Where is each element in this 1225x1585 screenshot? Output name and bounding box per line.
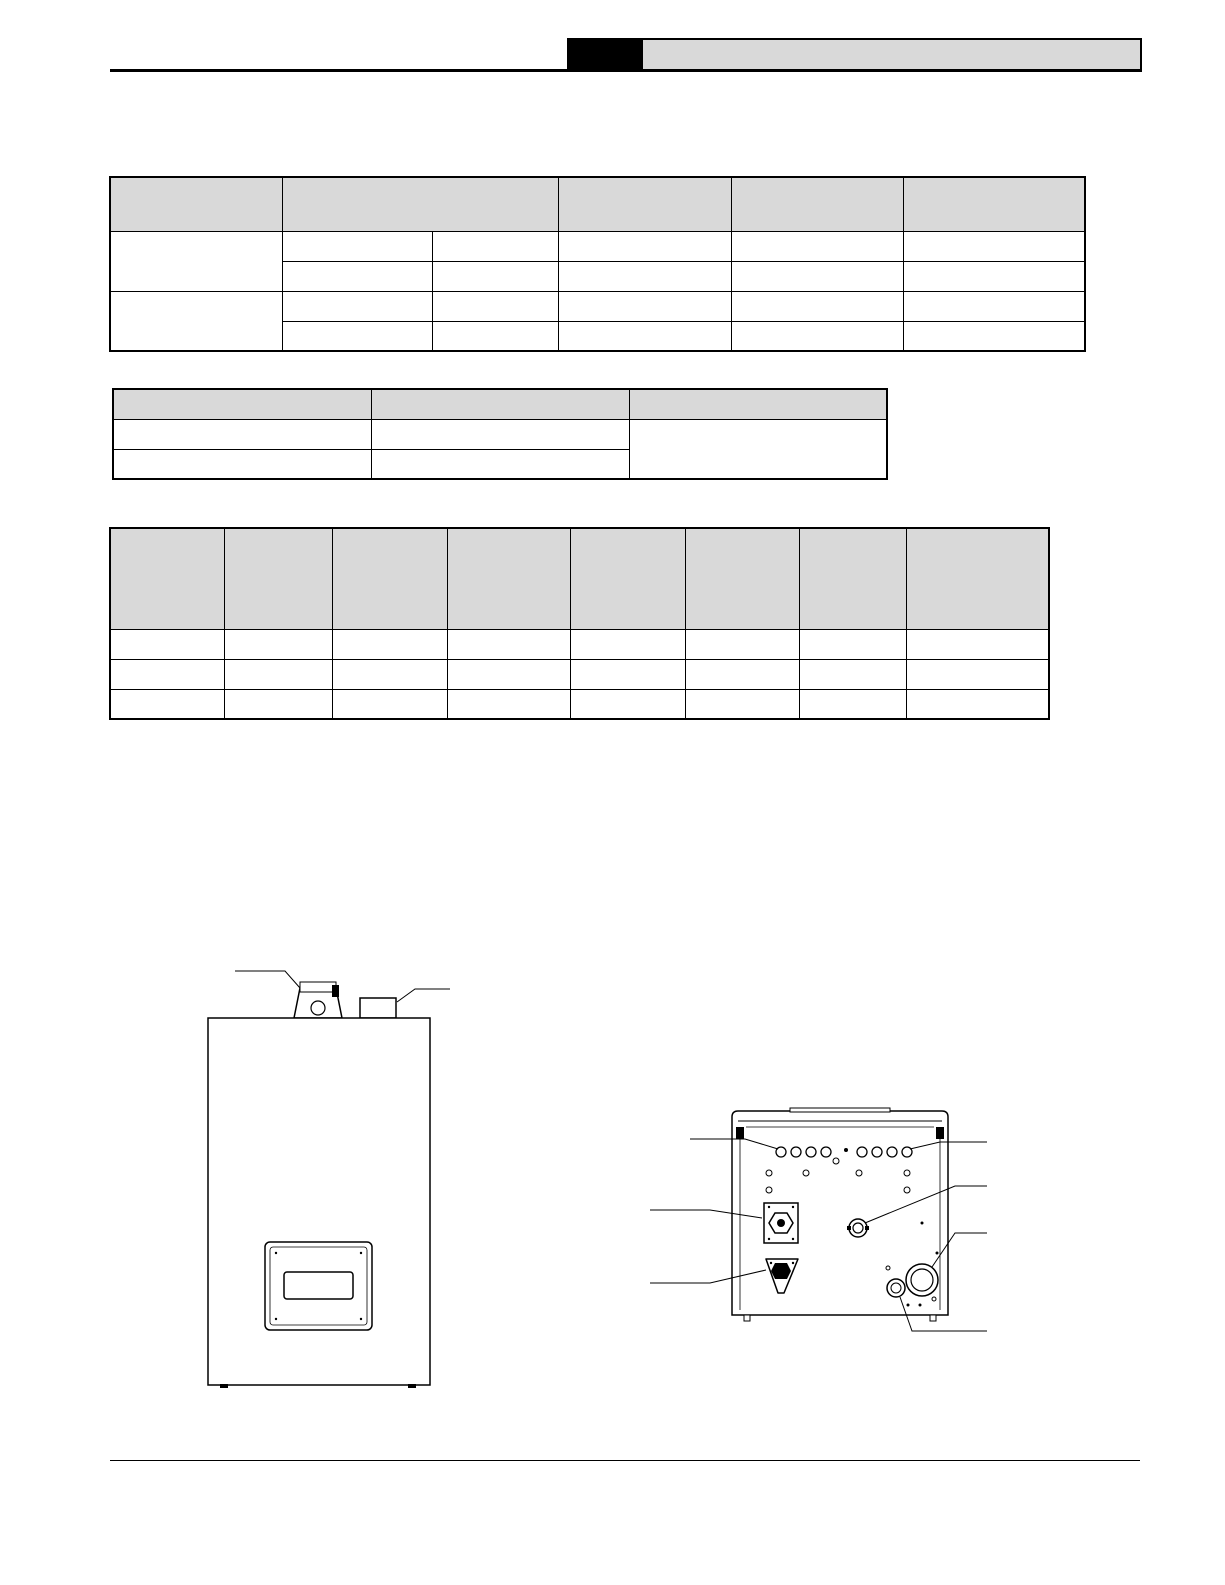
table-header-cell — [558, 177, 731, 231]
specifications-table — [109, 176, 1086, 352]
table-cell — [903, 321, 1085, 351]
table-cell — [110, 291, 282, 351]
display-window — [284, 1272, 353, 1299]
table-cell — [432, 231, 558, 261]
vent-port — [311, 1001, 325, 1015]
table-cell — [558, 291, 731, 321]
table-header-cell — [332, 528, 447, 629]
table-cell — [903, 291, 1085, 321]
table-header-cell — [113, 389, 371, 419]
table-cell — [799, 629, 906, 659]
table-cell — [113, 449, 371, 479]
table-cell — [282, 291, 432, 321]
table-row — [110, 291, 1085, 321]
table-cell — [110, 629, 224, 659]
table-cell — [110, 659, 224, 689]
table-cell — [224, 689, 332, 719]
table-header-cell — [110, 177, 282, 231]
table-cell — [447, 659, 570, 689]
table-cell — [731, 231, 903, 261]
table-cell — [906, 689, 1049, 719]
table-cell — [731, 261, 903, 291]
table-cell — [685, 659, 799, 689]
table-row — [110, 659, 1049, 689]
table-cell — [432, 291, 558, 321]
table-cell — [282, 231, 432, 261]
table-cell — [570, 659, 685, 689]
table-header-cell — [282, 177, 558, 231]
table-cell — [685, 629, 799, 659]
leader-line — [397, 989, 450, 1002]
table-cell — [113, 419, 371, 449]
connections-table — [112, 388, 888, 480]
table-row — [113, 419, 887, 449]
header-section-title — [643, 38, 1142, 71]
table-header-cell — [731, 177, 903, 231]
table-row — [110, 689, 1049, 719]
table-header-cell — [570, 528, 685, 629]
table-cell — [799, 689, 906, 719]
table-cell — [282, 261, 432, 291]
boiler-front-view-drawing — [200, 960, 460, 1390]
dimensions-table — [109, 527, 1050, 720]
table-row — [110, 629, 1049, 659]
table-cell — [224, 659, 332, 689]
table-cell — [906, 659, 1049, 689]
table-header-cell — [685, 528, 799, 629]
header-section-tab — [567, 38, 643, 71]
table-cell — [570, 629, 685, 659]
table-cell — [570, 689, 685, 719]
table-cell — [332, 629, 447, 659]
table-cell — [731, 291, 903, 321]
table-cell — [558, 321, 731, 351]
supply-connection — [764, 1203, 798, 1243]
table-header-row — [110, 177, 1085, 231]
table-cell — [432, 261, 558, 291]
table-header-cell — [906, 528, 1049, 629]
table-cell — [282, 321, 432, 351]
table-cell — [332, 689, 447, 719]
table-cell — [447, 629, 570, 659]
table-cell — [903, 261, 1085, 291]
table-cell — [447, 689, 570, 719]
table-cell — [110, 689, 224, 719]
table-header-cell — [224, 528, 332, 629]
table-cell — [629, 419, 887, 479]
air-intake — [360, 998, 396, 1018]
table-header-cell — [371, 389, 629, 419]
table-header-cell — [110, 528, 224, 629]
leader-line — [235, 971, 300, 988]
table-cell — [110, 231, 282, 291]
table-cell — [906, 629, 1049, 659]
table-header-cell — [799, 528, 906, 629]
boiler-bottom-view-drawing — [650, 1105, 995, 1335]
table-header-cell — [903, 177, 1085, 231]
table-cell — [799, 659, 906, 689]
table-cell — [332, 659, 447, 689]
table-row — [110, 231, 1085, 261]
table-cell — [432, 321, 558, 351]
table-cell — [731, 321, 903, 351]
table-cell — [558, 261, 731, 291]
table-header-cell — [447, 528, 570, 629]
table-cell — [371, 449, 629, 479]
table-cell — [371, 419, 629, 449]
table-cell — [685, 689, 799, 719]
table-header-row — [110, 528, 1049, 629]
footer-rule — [110, 1460, 1140, 1461]
table-cell — [224, 629, 332, 659]
table-cell — [903, 231, 1085, 261]
table-cell — [558, 231, 731, 261]
table-header-cell — [629, 389, 887, 419]
table-header-row — [113, 389, 887, 419]
